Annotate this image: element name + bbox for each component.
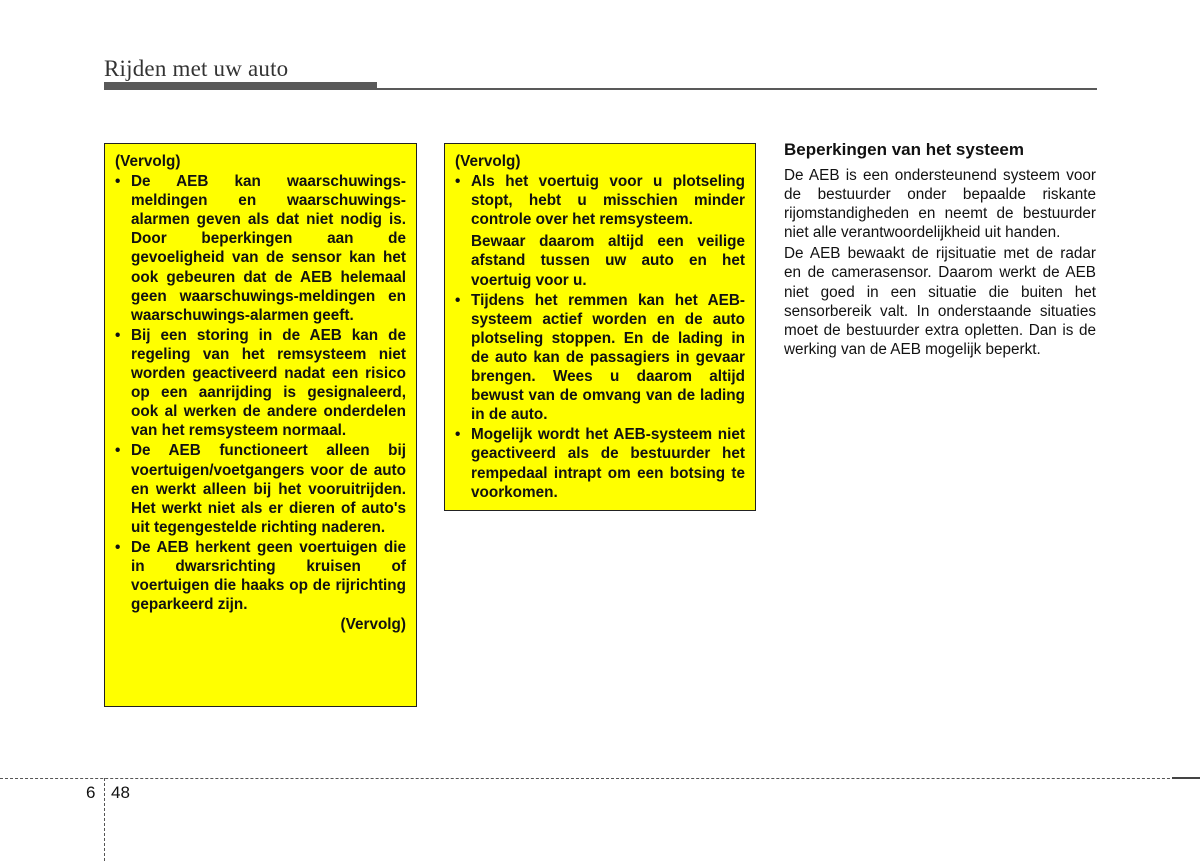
warning-list-middle [455, 172, 745, 502]
bullet-icon: • [115, 442, 121, 460]
footer-edge-tick [1172, 777, 1200, 779]
bullet-icon: • [455, 291, 461, 309]
list-item-text: De AEB functioneert alleen bij voertuigen/voetgangers voor de auto en werkt alleen bij het vooruitrijden. Het werkt niet als er dieren of auto's uit tegengestelde richting naderen. [131, 442, 406, 536]
section-heading: Beperkingen van het systeem [784, 140, 1024, 159]
warning-box-left [104, 143, 417, 707]
continued-label-bottom: (Vervolg) [340, 616, 406, 634]
list-item [115, 538, 406, 614]
body-paragraph: De AEB bewaakt de rijsituatie met de radar en de camerasensor. Daarom werkt de AEB niet goed in een situatie die buiten het sensorbereik valt. In onderstaande situaties moet de bestuurder extra opletten. Dan is de werking van de AEB mogelijk beperkt. [784, 245, 1096, 358]
bullet-icon: • [115, 173, 121, 191]
header-rule-thin [377, 88, 1097, 90]
page-number: 48 [111, 783, 130, 802]
list-item [455, 291, 745, 425]
bullet-icon: • [455, 173, 461, 191]
footer-dashed-rule [0, 778, 1200, 779]
continued-label-top: (Vervolg) [115, 153, 181, 170]
list-item-text: De AEB herkent geen voertuigen die in dwarsrichting kruisen of voertuigen die haaks op de rijrichting geparkeerd zijn. [131, 538, 406, 614]
running-header: Rijden met uw auto [104, 56, 289, 81]
list-item [115, 172, 406, 325]
list-item-text: Tijdens het remmen kan het AEB-systeem actief worden en de auto plotseling stoppen. En de lading in de auto kan de passagiers in gevaar brengen. Wees u daarom altijd bewust van de omvang van de lading in de auto. [471, 291, 745, 424]
list-item [115, 326, 406, 441]
header-rule-thick [104, 82, 377, 90]
warning-box-middle [444, 143, 756, 511]
body-paragraph: De AEB is een ondersteunend systeem voor de bestuurder onder bepaalde riskante rijomstandigheden en neemt de bestuurder niet alle verantwoordelijkheid uit handen. [784, 167, 1096, 242]
list-item [455, 172, 745, 290]
list-item-text: De AEB kan waarschuwings-meldingen en waarschuwings-alarmen geven als dat niet nodig is. Door beperkingen aan de gevoeligheid van de sensor kan het ook gebeuren dat de AEB helemaal geen waarschuwings-meldingen en waarschuwings-alarmen geeft. [131, 173, 406, 324]
list-item-text: Bij een storing in de AEB kan de regeling van het remsysteem niet worden geactiveerd nadat een risico op een aanrijding is gesignaleerd, ook al werken de andere onderdelen van het remsysteem normaal. [131, 326, 406, 440]
warning-list-left [115, 172, 406, 614]
bullet-icon: • [115, 538, 121, 556]
chapter-number: 6 [86, 783, 96, 802]
limitations-section [784, 139, 1096, 361]
bullet-icon: • [115, 326, 121, 344]
bullet-icon: • [455, 426, 461, 444]
list-item-text: Als het voertuig voor u plotseling stopt, hebt u misschien minder controle over het remsysteem. [471, 173, 745, 229]
list-item [115, 441, 406, 536]
continued-label-top: (Vervolg) [455, 153, 521, 170]
list-item-extra-text: Bewaar daarom altijd een veilige afstand tussen uw auto en het voertuig voor u. [471, 233, 745, 289]
list-item-text: Mogelijk wordt het AEB-systeem niet geactiveerd als de bestuurder het rempedaal intrapt om een botsing te voorkomen. [471, 426, 745, 501]
list-item [455, 425, 745, 501]
footer-dashed-divider [104, 778, 105, 861]
